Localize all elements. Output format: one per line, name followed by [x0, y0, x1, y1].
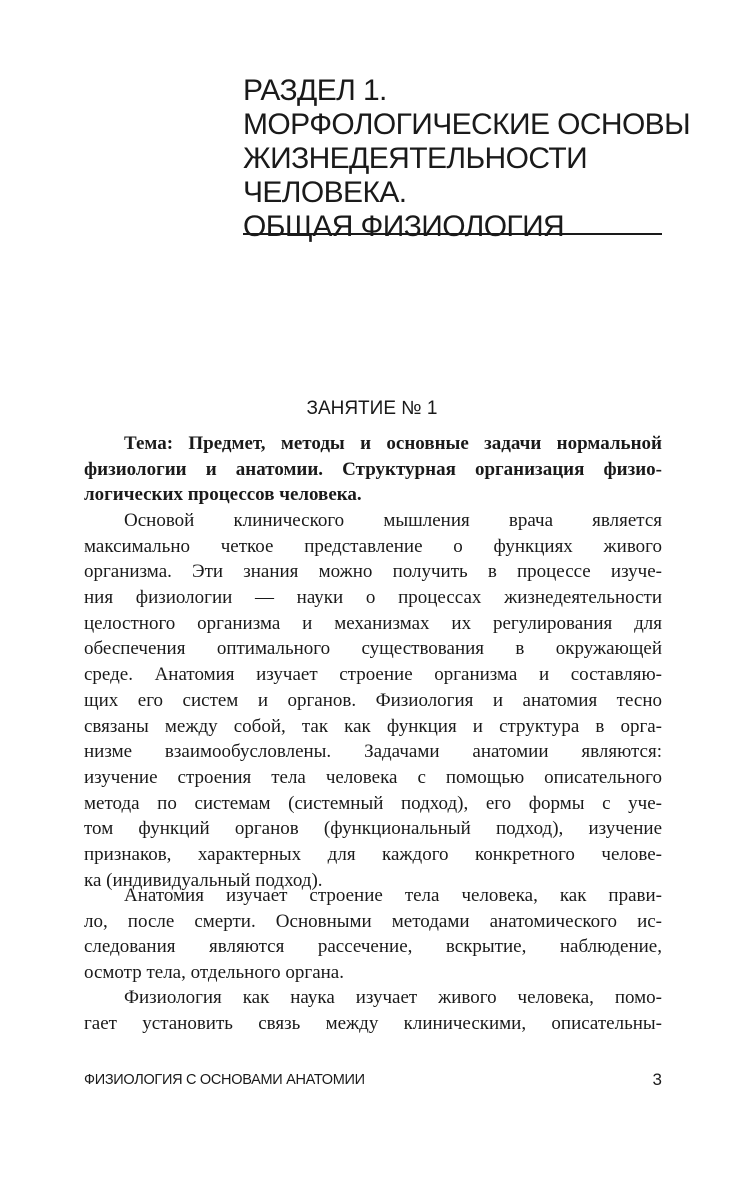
running-footer-title: ФИЗИОЛОГИЯ С ОСНОВАМИ АНАТОМИИ [84, 1072, 365, 1088]
paragraph-line: том функций органов (функциональный подход), изучение [84, 818, 662, 840]
section-title-line: МОРФОЛОГИЧЕСКИЕ ОСНОВЫ [243, 108, 691, 141]
paragraph-line: организма. Эти знания можно получить в процессе изуче- [84, 561, 662, 583]
page-number: 3 [652, 1070, 662, 1089]
paragraph-line: гает установить связь между клиническими, описательны- [84, 1012, 662, 1034]
topic-line: Тема: Предмет, методы и основные задачи нормальной [124, 433, 662, 454]
body-paragraph [84, 883, 662, 986]
body-paragraph [84, 985, 662, 1036]
paragraph-line: Физиология как наука изучает живого человека, помо- [124, 987, 662, 1008]
topic-paragraph [84, 431, 662, 508]
paragraph-line: ка (индивидуальный подход). [84, 869, 323, 891]
paragraph-line: максимально четкое представление о функциях живого [84, 535, 662, 557]
section-title-line: РАЗДЕЛ 1. [243, 74, 387, 107]
paragraph-line: обеспечения оптимального существования в окружающей [84, 638, 662, 660]
paragraph-line: связаны между собой, так как функция и структура в орга- [84, 715, 662, 737]
paragraph-line: осмотр тела, отдельного органа. [84, 962, 344, 984]
paragraph-line: Основой клинического мышления врача является [124, 510, 662, 531]
paragraph-line: изучение строения тела человека с помощью описательного [84, 766, 662, 788]
body-paragraph [84, 508, 662, 893]
paragraph-line: низме взаимообусловлены. Задачами анатомии являются: [84, 741, 662, 763]
topic-line: физиологии и анатомии. Структурная организация физио- [84, 458, 662, 480]
paragraph-line: Анатомия изучает строение тела человека, как прави- [124, 885, 662, 906]
lesson-heading: ЗАНЯТИЕ № 1 [306, 398, 438, 419]
paragraph-line: следования являются рассечение, вскрытие, наблюдение, [84, 936, 662, 958]
paragraph-line: ло, после смерти. Основными методами анатомического ис- [84, 910, 662, 932]
section-title-line: ЧЕЛОВЕКА. [243, 176, 407, 209]
title-divider [243, 233, 662, 235]
section-title [243, 74, 691, 244]
section-title-line: ЖИЗНЕДЕЯТЕЛЬНОСТИ [243, 142, 588, 175]
paragraph-line: щих его систем и органов. Физиология и анатомия тесно [84, 689, 662, 711]
paragraph-line: среде. Анатомия изучает строение организма и составляю- [84, 664, 662, 686]
paragraph-line: целостного организма и механизмах их регулирования для [84, 612, 662, 634]
paragraph-line: метода по системам (системный подход), его формы с уче- [84, 792, 662, 814]
paragraph-line: ния физиологии — науки о процессах жизнедеятельности [84, 587, 662, 609]
topic-line: логических процессов человека. [84, 484, 362, 506]
section-title-line: ОБЩАЯ ФИЗИОЛОГИЯ [243, 210, 565, 243]
paragraph-line: признаков, характерных для каждого конкретного челове- [84, 843, 662, 865]
